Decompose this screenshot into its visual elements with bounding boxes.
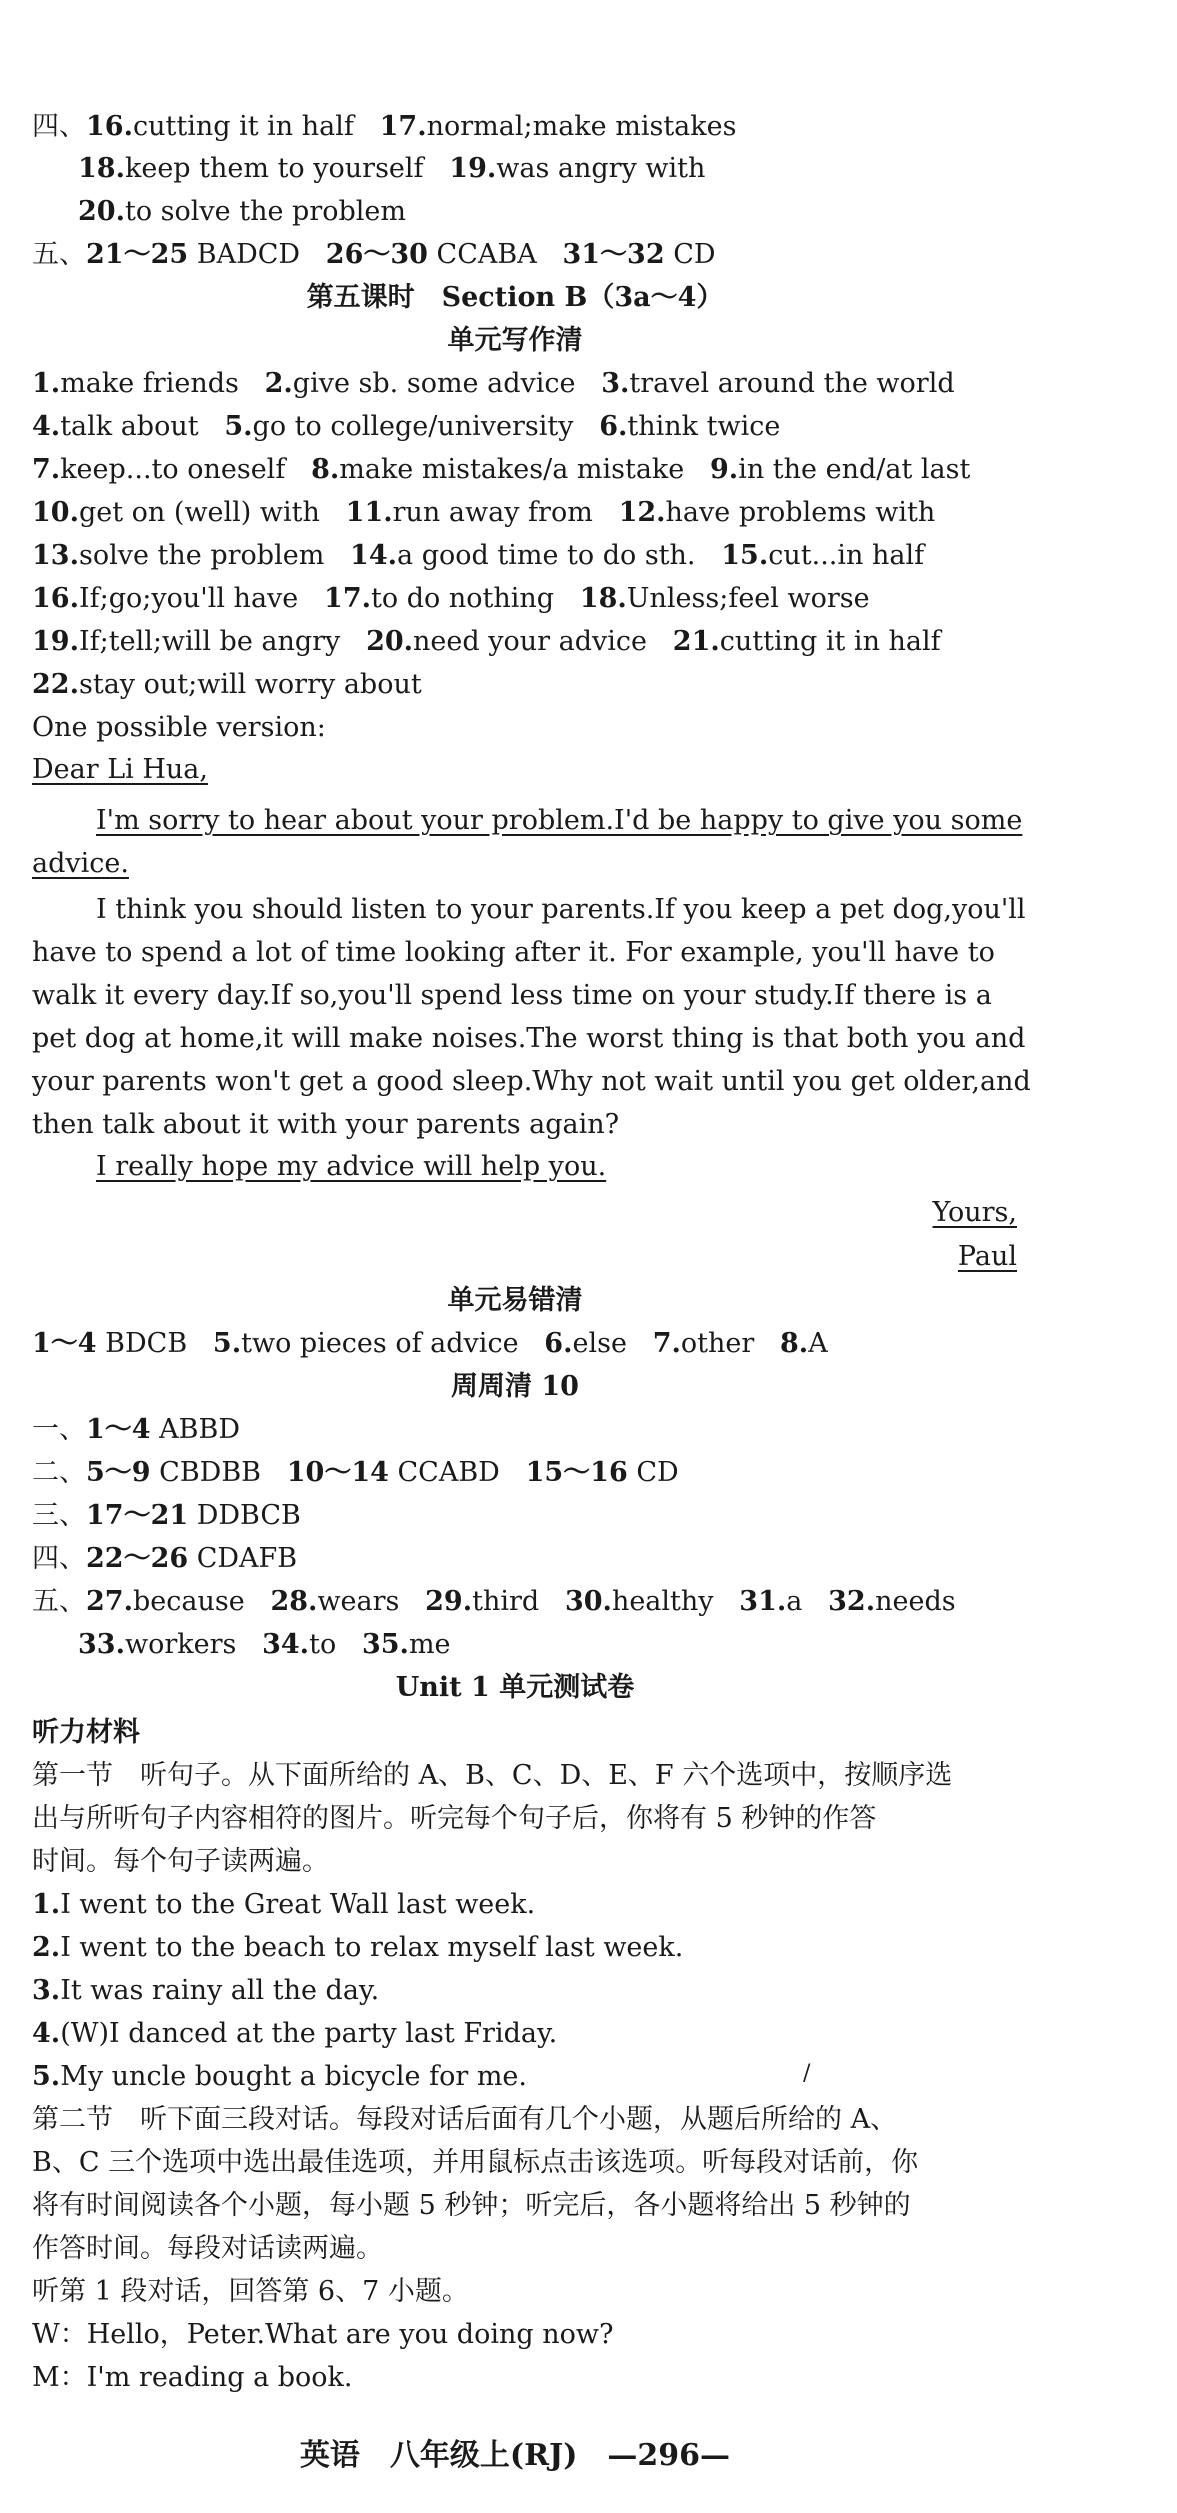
num: 2. xyxy=(264,368,293,399)
answer: to solve the problem xyxy=(124,196,406,227)
answer: cutting it in half xyxy=(132,111,354,142)
answer: normal;make mistakes xyxy=(426,111,737,142)
writing-row xyxy=(32,668,422,702)
sec4-line1 xyxy=(32,110,736,144)
answers: CDAFB xyxy=(196,1543,298,1574)
sentence: I went to the beach to relax myself last week. xyxy=(60,1932,684,1963)
essay-p3: I really hope my advice will help you. xyxy=(96,1151,607,1182)
section2-line3: 将有时间阅读各个小题，每小题 5 秒钟；听完后，各小题将给出 5 秒钟的 xyxy=(32,2190,911,2221)
dialogue-line-m: M：I'm reading a book. xyxy=(32,2362,353,2393)
page-footer: 英语 八年级上(RJ) —296— xyxy=(299,2438,731,2473)
num: 5. xyxy=(32,2061,61,2092)
sentence: My uncle bought a bicycle for me. xyxy=(60,2061,527,2092)
answer: run away from xyxy=(392,497,593,528)
listening-question xyxy=(32,1888,535,1922)
num: 22. xyxy=(32,669,79,700)
mistakes-line xyxy=(32,1327,828,1361)
prefix: 二、 xyxy=(32,1457,86,1488)
essay-p2-line2: have to spend a lot of time looking after it. For example, you'll have to xyxy=(32,937,995,968)
range: 22～26 xyxy=(86,1543,189,1574)
answer: a xyxy=(786,1586,803,1617)
num: 18. xyxy=(78,153,125,184)
num: 9. xyxy=(710,454,739,485)
range: 21～25 xyxy=(86,239,189,270)
answer: make mistakes/a mistake xyxy=(339,454,685,485)
essay-p2-line5: your parents won't get a good sleep.Why not wait until you get older,and xyxy=(32,1066,1031,1097)
answer: third xyxy=(472,1586,540,1617)
range: 1～4 xyxy=(32,1328,97,1359)
answer: If;tell;will be angry xyxy=(78,626,341,657)
prefix: 五、 xyxy=(32,1586,86,1617)
answer: have problems with xyxy=(665,497,936,528)
answer: two pieces of advice xyxy=(241,1328,519,1359)
num: 2. xyxy=(32,1932,61,1963)
mistakes-title: 单元易错清 xyxy=(447,1285,583,1316)
weekly-line2 xyxy=(32,1456,679,1490)
answers: ABBD xyxy=(159,1414,241,1445)
num: 14. xyxy=(350,540,398,571)
weekly-line1 xyxy=(32,1413,240,1447)
sentence: (W)I danced at the party last Friday. xyxy=(60,2018,558,2049)
range: 17～21 xyxy=(86,1500,189,1531)
listening-title: 听力材料 xyxy=(32,1717,140,1748)
num: 27. xyxy=(86,1586,133,1617)
num: 7. xyxy=(652,1328,681,1359)
answer: healthy xyxy=(611,1586,714,1617)
sec4-line2 xyxy=(78,152,705,186)
num: 7. xyxy=(32,454,61,485)
writing-row xyxy=(32,367,955,401)
section1-line3: 时间。每个句子读两遍。 xyxy=(32,1846,329,1877)
num: 17. xyxy=(324,583,372,614)
num: 34. xyxy=(262,1629,310,1660)
section1-line1: 第一节 听句子。从下面所给的 A、B、C、D、E、F 六个选项中，按顺序选 xyxy=(32,1760,953,1791)
writing-row xyxy=(32,453,970,487)
answer: keep them to yourself xyxy=(124,153,424,184)
essay-intro: One possible version: xyxy=(32,712,326,743)
weekly-line4 xyxy=(32,1542,297,1576)
num: 15. xyxy=(721,540,769,571)
pen-mark: / xyxy=(803,2061,811,2086)
num: 6. xyxy=(544,1328,573,1359)
num: 16. xyxy=(86,111,133,142)
answer: A xyxy=(808,1328,828,1359)
sentence: I went to the Great Wall last week. xyxy=(60,1889,536,1920)
answer: If;go;you'll have xyxy=(78,583,299,614)
writing-row xyxy=(32,496,935,530)
dialogue-line-w: W：Hello，Peter.What are you doing now? xyxy=(32,2319,614,2350)
answer: cut...in half xyxy=(768,540,925,571)
answer: else xyxy=(572,1328,627,1359)
answer: Unless;feel worse xyxy=(626,583,870,614)
answer: keep...to oneself xyxy=(60,454,286,485)
num: 1. xyxy=(32,368,61,399)
answer: workers xyxy=(124,1629,237,1660)
num: 16. xyxy=(32,583,79,614)
essay-greeting: Dear Li Hua, xyxy=(32,754,208,785)
answer: me xyxy=(408,1629,451,1660)
range: 26～30 xyxy=(325,239,428,270)
answer: to xyxy=(309,1629,337,1660)
num: 19. xyxy=(32,626,79,657)
essay-signature: Paul xyxy=(957,1241,1017,1272)
num: 8. xyxy=(311,454,340,485)
answer: think twice xyxy=(627,411,781,442)
answer: because xyxy=(132,1586,245,1617)
range: 1～4 xyxy=(86,1414,151,1445)
sec5-line xyxy=(32,238,716,272)
sentence: It was rainy all the day. xyxy=(60,1975,380,2006)
answer: was angry with xyxy=(496,153,706,184)
num: 31. xyxy=(739,1586,787,1617)
prefix: 一、 xyxy=(32,1414,86,1445)
answer: give sb. some advice xyxy=(292,368,576,399)
section1-line2: 出与所听句子内容相符的图片。听完每个句子后，你将有 5 秒钟的作答 xyxy=(32,1803,877,1834)
num: 8. xyxy=(780,1328,809,1359)
section2-line2: B、C 三个选项中选出最佳选项，并用鼠标点击该选项。听每段对话前，你 xyxy=(32,2147,919,2178)
num: 33. xyxy=(78,1629,125,1660)
num: 21. xyxy=(672,626,720,657)
writing-row xyxy=(32,539,924,573)
num: 3. xyxy=(601,368,630,399)
listening-question xyxy=(32,2060,527,2094)
answer: need your advice xyxy=(413,626,648,657)
range: 31～32 xyxy=(562,239,665,270)
num: 13. xyxy=(32,540,79,571)
answer: a good time to do sth. xyxy=(397,540,696,571)
essay-p1-line1: I'm sorry to hear about your problem.I'd be happy to give you some xyxy=(96,805,1023,836)
num: 35. xyxy=(361,1629,409,1660)
prefix: 四、 xyxy=(32,111,86,142)
num: 19. xyxy=(449,153,497,184)
num: 4. xyxy=(32,2018,61,2049)
weekly-line3 xyxy=(32,1499,301,1533)
num: 3. xyxy=(32,1975,61,2006)
answer: travel around the world xyxy=(629,368,955,399)
num: 4. xyxy=(32,411,61,442)
num: 20. xyxy=(366,626,414,657)
section2-line1: 第二节 听下面三段对话。每段对话后面有几个小题，从题后所给的 A、 xyxy=(32,2104,898,2135)
num: 18. xyxy=(579,583,627,614)
answers: CCABA xyxy=(436,239,537,270)
dialogue1-intro: 听第 1 段对话，回答第 6、7 小题。 xyxy=(32,2276,469,2307)
prefix: 五、 xyxy=(32,239,86,270)
num: 12. xyxy=(618,497,666,528)
num: 1. xyxy=(32,1889,61,1920)
answer: make friends xyxy=(60,368,239,399)
num: 6. xyxy=(599,411,628,442)
essay-closing: Yours, xyxy=(932,1197,1017,1228)
answer: other xyxy=(680,1328,755,1359)
num: 10. xyxy=(32,497,79,528)
writing-title: 单元写作清 xyxy=(447,325,583,356)
answer: stay out;will worry about xyxy=(78,669,422,700)
num: 20. xyxy=(78,196,125,227)
essay-p2-line1: I think you should listen to your parents.If you keep a pet dog,you'll xyxy=(96,894,1026,925)
answer: solve the problem xyxy=(78,540,325,571)
answer: get on (well) with xyxy=(78,497,320,528)
answer: in the end/at last xyxy=(738,454,971,485)
essay-p2-line4: pet dog at home,it will make noises.The worst thing is that both you and xyxy=(32,1023,1026,1054)
weekly-line6 xyxy=(78,1628,451,1662)
answers: BDCB xyxy=(105,1328,188,1359)
weekly-title: 周周清 10 xyxy=(451,1371,579,1402)
answer: go to college/university xyxy=(252,411,574,442)
prefix: 三、 xyxy=(32,1500,86,1531)
answers: CD xyxy=(636,1457,679,1488)
answers: BADCD xyxy=(196,239,301,270)
section2-line4: 作答时间。每段对话读两遍。 xyxy=(32,2233,383,2264)
answers: CBDBB xyxy=(159,1457,262,1488)
num: 30. xyxy=(564,1586,612,1617)
answers: CD xyxy=(673,239,716,270)
listening-question xyxy=(32,2017,557,2051)
listening-question xyxy=(32,1931,683,1965)
lesson-title: 第五课时 Section B（3a～4） xyxy=(306,282,724,313)
listening-question xyxy=(32,1974,379,2008)
writing-row xyxy=(32,410,780,444)
answer: cutting it in half xyxy=(719,626,941,657)
num: 11. xyxy=(345,497,393,528)
writing-row xyxy=(32,582,870,616)
num: 5. xyxy=(212,1328,242,1359)
answers: DDBCB xyxy=(196,1500,301,1531)
num: 32. xyxy=(828,1586,876,1617)
essay-p2-line6: then talk about it with your parents again? xyxy=(32,1109,620,1140)
answers: CCABD xyxy=(397,1457,500,1488)
num: 28. xyxy=(270,1586,318,1617)
answer: needs xyxy=(875,1586,956,1617)
answer: to do nothing xyxy=(371,583,555,614)
range: 15～16 xyxy=(525,1457,628,1488)
range: 10～14 xyxy=(286,1457,389,1488)
essay-p1-line2: advice. xyxy=(32,848,129,879)
weekly-line5 xyxy=(32,1585,956,1619)
range: 5～9 xyxy=(86,1457,151,1488)
essay-p2-line3: walk it every day.If so,you'll spend less time on your study.If there is a xyxy=(32,980,992,1011)
sec4-line3 xyxy=(78,195,406,229)
writing-row xyxy=(32,625,941,659)
num: 29. xyxy=(425,1586,473,1617)
unit-test-title: Unit 1 单元测试卷 xyxy=(395,1672,635,1703)
prefix: 四、 xyxy=(32,1543,86,1574)
num: 17. xyxy=(379,111,427,142)
num: 5. xyxy=(224,411,253,442)
answer: wears xyxy=(317,1586,400,1617)
answer: talk about xyxy=(60,411,199,442)
